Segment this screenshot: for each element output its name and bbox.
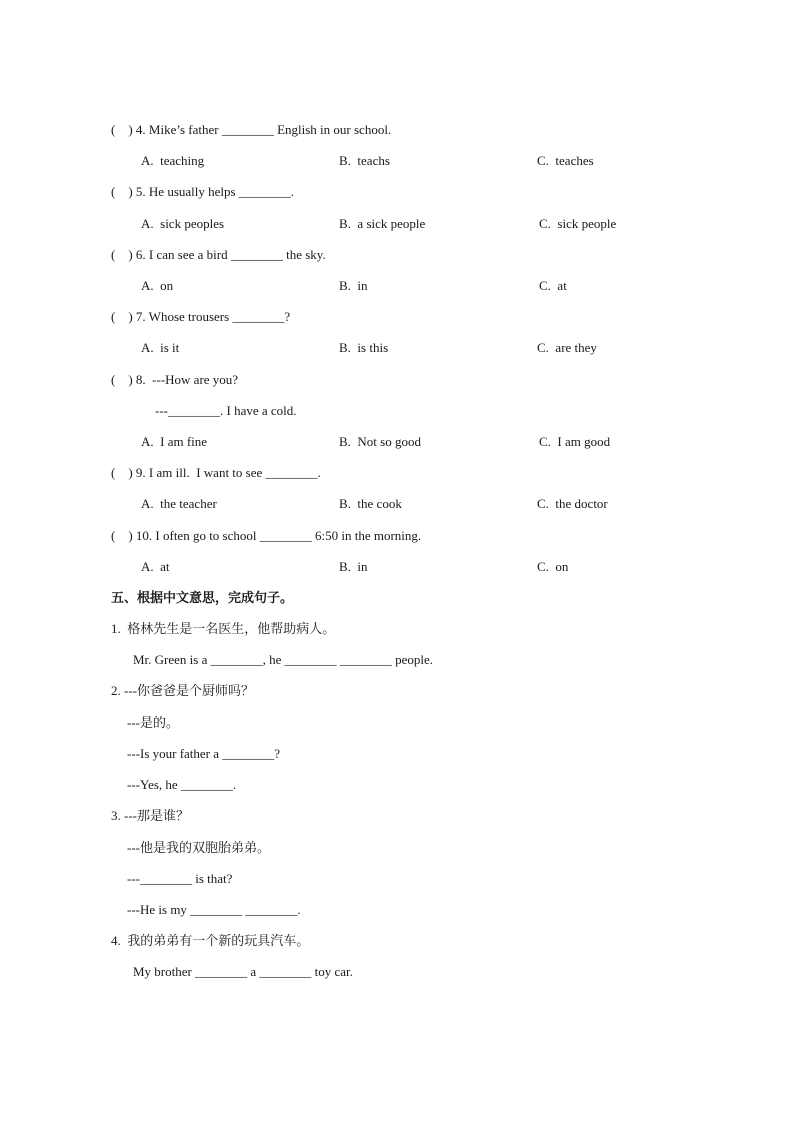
section-5-item-3-line-2: ---________ is that? — [127, 871, 233, 886]
section-5-item-3-line-3: ---He is my ________ ________. — [127, 902, 301, 917]
question-5-option-b: B. a sick people — [339, 216, 426, 231]
question-6-option-b: B. in — [339, 278, 368, 293]
question-4-stem: ( ) 4. Mike’s father ________ English in our school. — [111, 122, 392, 137]
question-6-option-a: A. on — [141, 278, 174, 293]
question-4-option-b: B. teachs — [339, 153, 390, 168]
question-6-stem: ( ) 6. I can see a bird ________ the sky. — [111, 247, 326, 262]
question-9-option-a: A. the teacher — [141, 496, 217, 511]
question-7-option-a: A. is it — [141, 340, 180, 355]
question-8-option-c: C. I am good — [539, 434, 611, 449]
question-8-option-b: B. Not so good — [339, 434, 421, 449]
question-9-stem: ( ) 9. I am ill. I want to see ________. — [111, 465, 321, 480]
question-10-stem: ( ) 10. I often go to school ________ 6:50 in the morning. — [111, 528, 422, 543]
question-4-option-c: C. teaches — [537, 153, 594, 168]
question-5-stem: ( ) 5. He usually helps ________. — [111, 184, 295, 199]
question-7-option-b: B. is this — [339, 340, 389, 355]
question-7-stem: ( ) 7. Whose trousers ________? — [111, 309, 291, 324]
section-5-item-3-chinese: 3. ---那是谁？ — [111, 808, 189, 823]
section-5-item-3-line-1: ---他是我的双胞胎弟弟。 — [127, 840, 270, 855]
section-5-item-2-line-1: ---是的。 — [127, 715, 179, 730]
section-5-title: 五、根据中文意思，完成句子。 — [111, 590, 294, 605]
section-5-item-1-chinese: 1. 格林先生是一名医生，他帮助病人。 — [111, 621, 336, 636]
question-5-option-c: C. sick people — [539, 216, 617, 231]
section-5-item-2-line-2: ---Is your father a ________? — [127, 746, 281, 761]
question-5-option-a: A. sick peoples — [141, 216, 225, 231]
section-5-item-4-line-1: My brother ________ a ________ toy car. — [133, 964, 353, 979]
section-5-item-4-chinese: 4. 我的弟弟有一个新的玩具汽车。 — [111, 933, 310, 948]
question-4-option-a: A. teaching — [141, 153, 205, 168]
question-7-option-c: C. are they — [537, 340, 597, 355]
question-8-option-a: A. I am fine — [141, 434, 208, 449]
question-9-option-c: C. the doctor — [537, 496, 608, 511]
question-10-option-a: A. at — [141, 559, 170, 574]
question-6-option-c: C. at — [539, 278, 567, 293]
section-5-item-2-chinese: 2. ---你爸爸是个厨师吗？ — [111, 683, 254, 698]
question-8-stem: ( ) 8. ---How are you? — [111, 372, 239, 387]
question-10-option-c: C. on — [537, 559, 569, 574]
section-5-item-2-line-3: ---Yes, he ________. — [127, 777, 237, 792]
section-5-item-1-line-1: Mr. Green is a ________, he ________ ________ people. — [133, 652, 434, 667]
question-10-option-b: B. in — [339, 559, 368, 574]
question-8-subline: ---________. I have a cold. — [155, 403, 297, 418]
question-9-option-b: B. the cook — [339, 496, 402, 511]
